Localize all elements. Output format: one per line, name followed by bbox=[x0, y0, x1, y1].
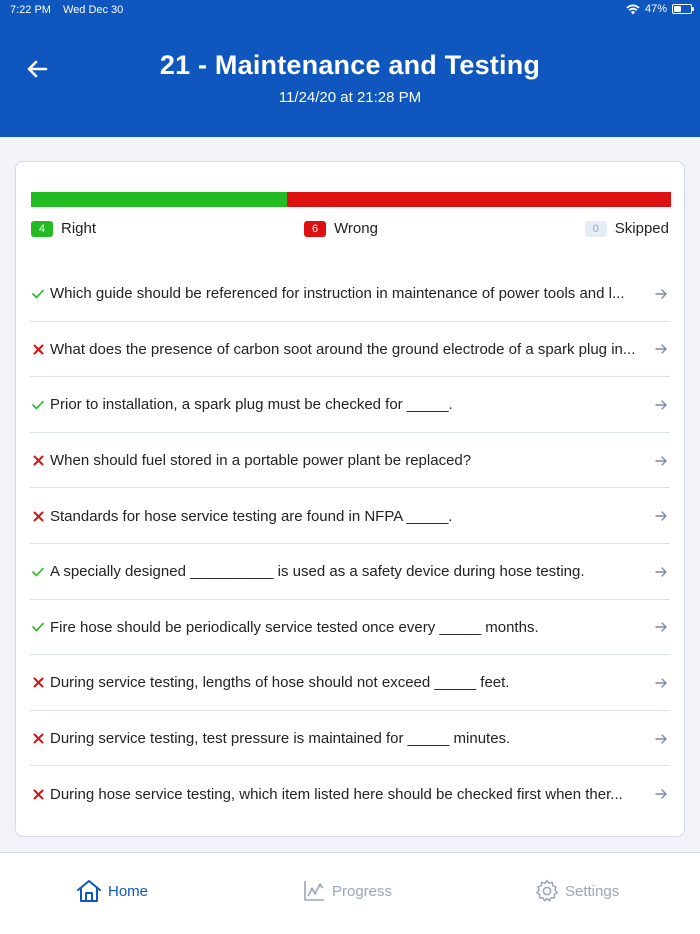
status-indicators bbox=[626, 3, 692, 15]
check-icon bbox=[30, 286, 46, 302]
tab-home[interactable] bbox=[76, 879, 148, 903]
score-bar-wrong bbox=[287, 192, 671, 207]
right-count-badge: 4 bbox=[31, 221, 53, 237]
legend-skipped bbox=[585, 220, 669, 237]
cross-icon bbox=[30, 453, 46, 469]
question-text: Which guide should be referenced for instruction in maintenance of power tools and l... bbox=[50, 285, 625, 303]
question-row[interactable] bbox=[16, 266, 684, 322]
question-text: Fire hose should be periodically service tested once every _____ months. bbox=[50, 618, 539, 636]
question-row[interactable] bbox=[16, 655, 684, 711]
arrow-right-icon bbox=[654, 287, 668, 301]
home-icon bbox=[76, 879, 102, 903]
page-title: 21 - Maintenance and Testing bbox=[159, 50, 541, 80]
question-text: When should fuel stored in a portable power plant be replaced? bbox=[50, 452, 472, 470]
tab-settings-label: Settings bbox=[565, 882, 620, 900]
tab-settings[interactable] bbox=[535, 879, 619, 903]
battery-icon bbox=[672, 4, 692, 14]
arrow-right-icon bbox=[654, 565, 668, 579]
cross-icon bbox=[30, 508, 46, 524]
score-bar-right bbox=[31, 192, 287, 207]
legend-wrong bbox=[304, 220, 378, 237]
cross-icon bbox=[30, 341, 46, 357]
gear-icon bbox=[535, 879, 559, 903]
arrow-right-icon bbox=[654, 509, 668, 523]
question-row[interactable] bbox=[16, 766, 684, 822]
progress-chart-icon bbox=[302, 879, 326, 903]
wrong-count-badge: 6 bbox=[304, 221, 326, 237]
results-card bbox=[15, 161, 685, 837]
check-icon bbox=[30, 397, 46, 413]
arrow-right-icon bbox=[654, 620, 668, 634]
legend-right bbox=[31, 220, 96, 237]
question-row[interactable] bbox=[16, 322, 684, 378]
check-icon bbox=[30, 564, 46, 580]
question-row[interactable] bbox=[16, 488, 684, 544]
question-text: What does the presence of carbon soot around the ground electrode of a spark plug in... bbox=[50, 340, 636, 358]
tab-progress[interactable] bbox=[302, 879, 392, 903]
arrow-right-icon bbox=[654, 787, 668, 801]
tab-bar bbox=[0, 852, 700, 934]
question-text: During service testing, test pressure is maintained for _____ minutes. bbox=[50, 730, 511, 748]
tab-progress-label: Progress bbox=[332, 882, 393, 900]
cross-icon bbox=[30, 786, 46, 802]
question-text: A specially designed __________ is used as a safety device during hose testing. bbox=[50, 563, 585, 581]
wifi-icon bbox=[626, 4, 640, 15]
arrow-right-icon bbox=[654, 732, 668, 746]
arrow-right-icon bbox=[654, 454, 668, 468]
question-row[interactable] bbox=[16, 711, 684, 767]
cross-icon bbox=[30, 731, 46, 747]
question-text: Prior to installation, a spark plug must be checked for _____. bbox=[50, 396, 453, 414]
skipped-count-badge: 0 bbox=[585, 221, 607, 237]
question-row[interactable] bbox=[16, 544, 684, 600]
arrow-right-icon bbox=[654, 398, 668, 412]
right-label: Right bbox=[61, 220, 97, 237]
question-list bbox=[16, 266, 684, 822]
battery-percent: 47% bbox=[644, 3, 667, 15]
arrow-right-icon bbox=[654, 676, 668, 690]
status-bar bbox=[0, 0, 700, 20]
question-text: During service testing, lengths of hose should not exceed _____ feet. bbox=[50, 674, 510, 692]
arrow-right-icon bbox=[654, 342, 668, 356]
question-text: During hose service testing, which item listed here should be checked first when ther... bbox=[50, 785, 623, 803]
score-bar bbox=[31, 192, 671, 207]
header bbox=[0, 20, 700, 137]
status-time: 7:22 PM bbox=[10, 4, 51, 16]
question-row[interactable] bbox=[16, 377, 684, 433]
check-icon bbox=[30, 619, 46, 635]
wrong-label: Wrong bbox=[334, 220, 378, 237]
question-text: Standards for hose service testing are found in NFPA _____. bbox=[50, 507, 453, 525]
question-row[interactable] bbox=[16, 600, 684, 656]
question-row[interactable] bbox=[16, 433, 684, 489]
page-subtitle: 11/24/20 at 21:28 PM bbox=[278, 89, 422, 106]
tab-home-label: Home bbox=[108, 882, 149, 900]
cross-icon bbox=[30, 675, 46, 691]
skipped-label: Skipped bbox=[614, 220, 669, 237]
status-date: Wed Dec 30 bbox=[62, 4, 124, 16]
